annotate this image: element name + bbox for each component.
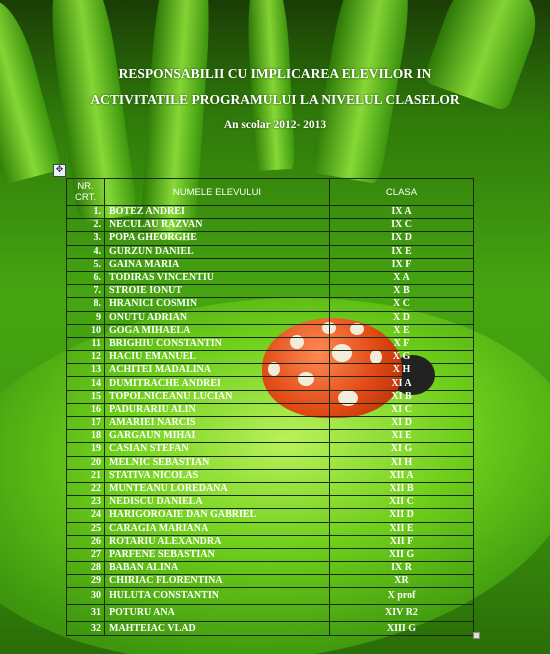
class-name: XII B: [330, 482, 474, 495]
student-name: HACIU EMANUEL: [105, 351, 330, 364]
table-move-handle-icon[interactable]: ✥: [53, 164, 66, 177]
table-row: [67, 482, 474, 495]
student-name: STATIVA NICOLAS: [105, 469, 330, 482]
class-name: XI C: [330, 403, 474, 416]
student-name: ONUTU ADRIAN: [105, 311, 330, 324]
class-name: XIV R2: [330, 605, 474, 622]
table-row: [67, 403, 474, 416]
row-number: 13: [67, 364, 105, 377]
table-row: [67, 285, 474, 298]
student-name: CARAGIA MARIANA: [105, 522, 330, 535]
row-number: 6.: [67, 271, 105, 284]
table-row: [67, 390, 474, 403]
class-name: X H: [330, 364, 474, 377]
student-name: CASIAN STEFAN: [105, 443, 330, 456]
class-name: X prof: [330, 588, 474, 605]
class-name: IX D: [330, 232, 474, 245]
table-row: [67, 430, 474, 443]
student-name: NECULAU RAZVAN: [105, 219, 330, 232]
student-name: HULUTA CONSTANTIN: [105, 588, 330, 605]
row-number: 21: [67, 469, 105, 482]
class-name: XII F: [330, 535, 474, 548]
table-row: [67, 219, 474, 232]
class-name: IX A: [330, 206, 474, 219]
class-name: XI D: [330, 417, 474, 430]
table-row: [67, 509, 474, 522]
row-number: 5.: [67, 258, 105, 271]
row-number: 15: [67, 390, 105, 403]
row-number: 20: [67, 456, 105, 469]
row-number: 23: [67, 496, 105, 509]
table-row: [67, 351, 474, 364]
student-name: POPA GHEORGHE: [105, 232, 330, 245]
row-number: 32: [67, 622, 105, 635]
row-number: 12: [67, 351, 105, 364]
student-name: MAHTEIAC VLAD: [105, 622, 330, 635]
row-number: 31: [67, 605, 105, 622]
student-name: PARFENE SEBASTIAN: [105, 548, 330, 561]
table-row: [67, 324, 474, 337]
table-row: [67, 456, 474, 469]
row-number: 1.: [67, 206, 105, 219]
student-name: GOGA MIHAELA: [105, 324, 330, 337]
class-name: XI G: [330, 443, 474, 456]
table-row: [67, 232, 474, 245]
student-name: MUNTEANU LOREDANA: [105, 482, 330, 495]
table-row: [67, 298, 474, 311]
row-number: 19: [67, 443, 105, 456]
row-number: 16: [67, 403, 105, 416]
student-name: ACHITEI MADALINA: [105, 364, 330, 377]
row-number: 26: [67, 535, 105, 548]
row-number: 4.: [67, 245, 105, 258]
class-name: X A: [330, 271, 474, 284]
table-row: [67, 311, 474, 324]
student-name: CHIRIAC FLORENTINA: [105, 575, 330, 588]
class-name: XII E: [330, 522, 474, 535]
table-row: [67, 258, 474, 271]
table-header-row: [67, 179, 474, 206]
class-name: XI A: [330, 377, 474, 390]
row-number: 18: [67, 430, 105, 443]
row-number: 8.: [67, 298, 105, 311]
table-row: [67, 337, 474, 350]
header-name: NUMELE ELEVULUI: [105, 179, 330, 206]
class-name: IX C: [330, 219, 474, 232]
student-name: HRANICI COSMIN: [105, 298, 330, 311]
class-name: X D: [330, 311, 474, 324]
table-row: [67, 548, 474, 561]
table-body: [67, 206, 474, 636]
table-row: [67, 562, 474, 575]
row-number: 3.: [67, 232, 105, 245]
row-number: 2.: [67, 219, 105, 232]
row-number: 27: [67, 548, 105, 561]
row-number: 22: [67, 482, 105, 495]
table-resize-handle[interactable]: [473, 632, 480, 639]
class-name: XII A: [330, 469, 474, 482]
student-name: BOTEZ ANDREI: [105, 206, 330, 219]
student-name: BRIGHIU CONSTANTIN: [105, 337, 330, 350]
document-title-line2: ACTIVITATILE PROGRAMULUI LA NIVELUL CLASELOR: [90, 92, 460, 107]
class-name: X F: [330, 337, 474, 350]
student-name: ROTARIU ALEXANDRA: [105, 535, 330, 548]
class-name: XII D: [330, 509, 474, 522]
row-number: 24: [67, 509, 105, 522]
document-title-line1: RESPONSABILII CU IMPLICAREA ELEVILOR IN: [118, 66, 432, 81]
table-row: [67, 588, 474, 605]
row-number: 25: [67, 522, 105, 535]
table-row: [67, 271, 474, 284]
class-name: X C: [330, 298, 474, 311]
table-row: [67, 377, 474, 390]
student-name: BABAN ALINA: [105, 562, 330, 575]
row-number: 7.: [67, 285, 105, 298]
class-name: XIII G: [330, 622, 474, 635]
table-row: [67, 605, 474, 622]
table-row: [67, 417, 474, 430]
student-name: GURZUN DANIEL: [105, 245, 330, 258]
header-clasa: CLASA: [330, 179, 474, 206]
student-name: TOPOLNICEANU LUCIAN: [105, 390, 330, 403]
class-name: XI H: [330, 456, 474, 469]
student-name: HARIGOROAIE DAN GABRIEL: [105, 509, 330, 522]
row-number: 9: [67, 311, 105, 324]
student-name: STROIE IONUT: [105, 285, 330, 298]
document-subtitle: An scolar 2012- 2013: [223, 119, 327, 131]
students-table: [66, 178, 474, 636]
class-name: IX F: [330, 258, 474, 271]
class-name: X B: [330, 285, 474, 298]
student-name: NEDISCU DANIELA: [105, 496, 330, 509]
class-name: XI E: [330, 430, 474, 443]
table-row: [67, 245, 474, 258]
class-name: XII G: [330, 548, 474, 561]
row-number: 29: [67, 575, 105, 588]
student-name: POTURU ANA: [105, 605, 330, 622]
table-row: [67, 364, 474, 377]
table-row: [67, 535, 474, 548]
row-number: 30: [67, 588, 105, 605]
table-row: [67, 622, 474, 635]
student-name: MELNIC SEBASTIAN: [105, 456, 330, 469]
class-name: XR: [330, 575, 474, 588]
class-name: XII C: [330, 496, 474, 509]
row-number: 14: [67, 377, 105, 390]
student-name: TODIRAS VINCENTIU: [105, 271, 330, 284]
class-name: X G: [330, 351, 474, 364]
header-nr: NR. CRT.: [67, 179, 105, 206]
student-name: DUMITRACHE ANDREI: [105, 377, 330, 390]
class-name: IX E: [330, 245, 474, 258]
table-row: [67, 522, 474, 535]
row-number: 17: [67, 417, 105, 430]
student-name: GARGAUN MIHAI: [105, 430, 330, 443]
class-name: X E: [330, 324, 474, 337]
row-number: 10: [67, 324, 105, 337]
table-row: [67, 469, 474, 482]
table-row: [67, 443, 474, 456]
table-row: [67, 575, 474, 588]
student-name: GAINA MARIA: [105, 258, 330, 271]
class-name: IX R: [330, 562, 474, 575]
row-number: 28: [67, 562, 105, 575]
row-number: 11: [67, 337, 105, 350]
student-name: AMARIEI NARCIS: [105, 417, 330, 430]
table-row: [67, 206, 474, 219]
student-name: PADURARIU ALIN: [105, 403, 330, 416]
class-name: XI B: [330, 390, 474, 403]
table-row: [67, 496, 474, 509]
